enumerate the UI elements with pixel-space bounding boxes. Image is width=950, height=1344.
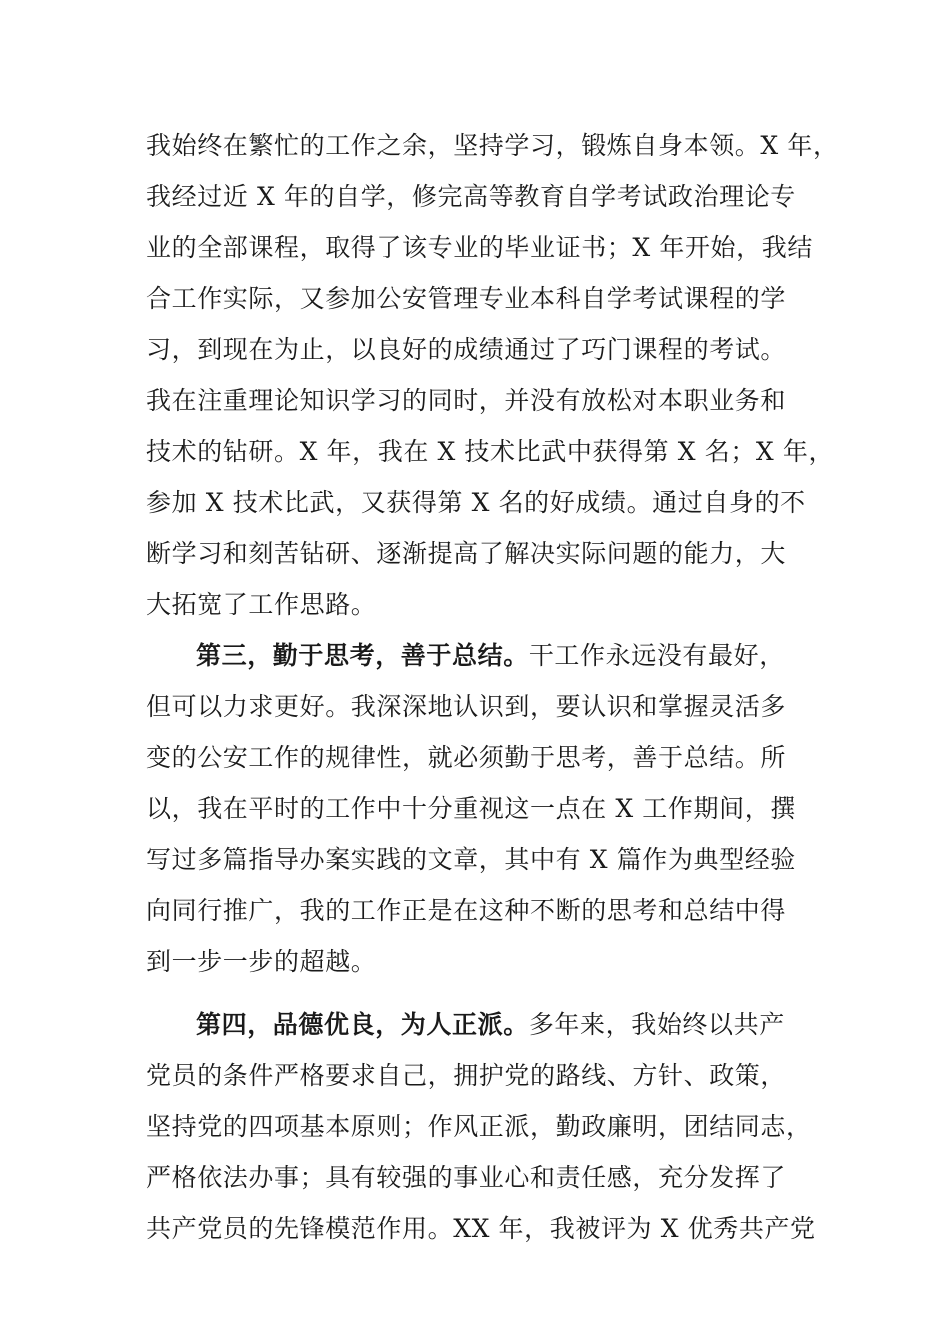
paragraph-line: 参加 X 技术比武，又获得第 X 名的好成绩。通过自身的不	[146, 488, 806, 517]
paragraph-line: 党员的条件严格要求自己，拥护党的路线、方针、政策，	[146, 1061, 787, 1090]
paragraph-line: 断学习和刻苦钻研、逐渐提高了解决实际问题的能力，大	[146, 539, 787, 568]
paragraph-line: 共产党员的先锋模范作用。XX 年，我被评为 X 优秀共产党	[146, 1214, 816, 1243]
section-heading-third: 第三，勤于思考，善于总结。	[196, 641, 529, 670]
section-heading-fourth: 第四，品德优良，为人正派。	[196, 1010, 529, 1039]
paragraph-line-fourth-point	[196, 1005, 886, 1045]
paragraph-line: 我始终在繁忙的工作之余，坚持学习，锻炼自身本领。X 年，	[146, 131, 839, 160]
paragraph-line: 业的全部课程，取得了该专业的毕业证书；X 年开始，我结	[146, 233, 813, 262]
paragraph-text: 干工作永远没有最好，	[528, 641, 785, 670]
paragraph-line: 向同行推广，我的工作正是在这种不断的思考和总结中得	[146, 896, 787, 925]
paragraph-line-third-point	[196, 636, 886, 676]
paragraph-line: 习，到现在为止，以良好的成绩通过了巧门课程的考试。	[146, 335, 787, 364]
paragraph-line: 但可以力求更好。我深深地认识到，要认识和掌握灵活多	[146, 692, 787, 721]
paragraph-line: 大拓宽了工作思路。	[146, 590, 377, 619]
paragraph-line: 坚持党的四项基本原则；作风正派，勤政廉明，团结同志，	[146, 1112, 812, 1141]
paragraph-line: 以，我在平时的工作中十分重视这一点在 X 工作期间，撰	[146, 794, 796, 823]
paragraph-text: 多年来，我始终以共产	[528, 1010, 785, 1039]
paragraph-line: 变的公安工作的规律性，就必须勤于思考，善于总结。所	[146, 743, 787, 772]
paragraph-line: 合工作实际，又参加公安管理专业本科自学考试课程的学	[146, 284, 787, 313]
paragraph-line: 写过多篇指导办案实践的文章，其中有 X 篇作为典型经验	[146, 845, 796, 874]
paragraph-line: 技术的钻研。X 年，我在 X 技术比武中获得第 X 名；X 年，	[146, 437, 835, 466]
paragraph-line: 我在注重理论知识学习的同时，并没有放松对本职业务和	[146, 386, 787, 415]
paragraph-line: 我经过近 X 年的自学，修完高等教育自学考试政治理论专	[146, 182, 796, 211]
paragraph-line: 严格依法办事；具有较强的事业心和责任感，充分发挥了	[146, 1163, 787, 1192]
paragraph-line: 到一步一步的超越。	[146, 947, 377, 976]
